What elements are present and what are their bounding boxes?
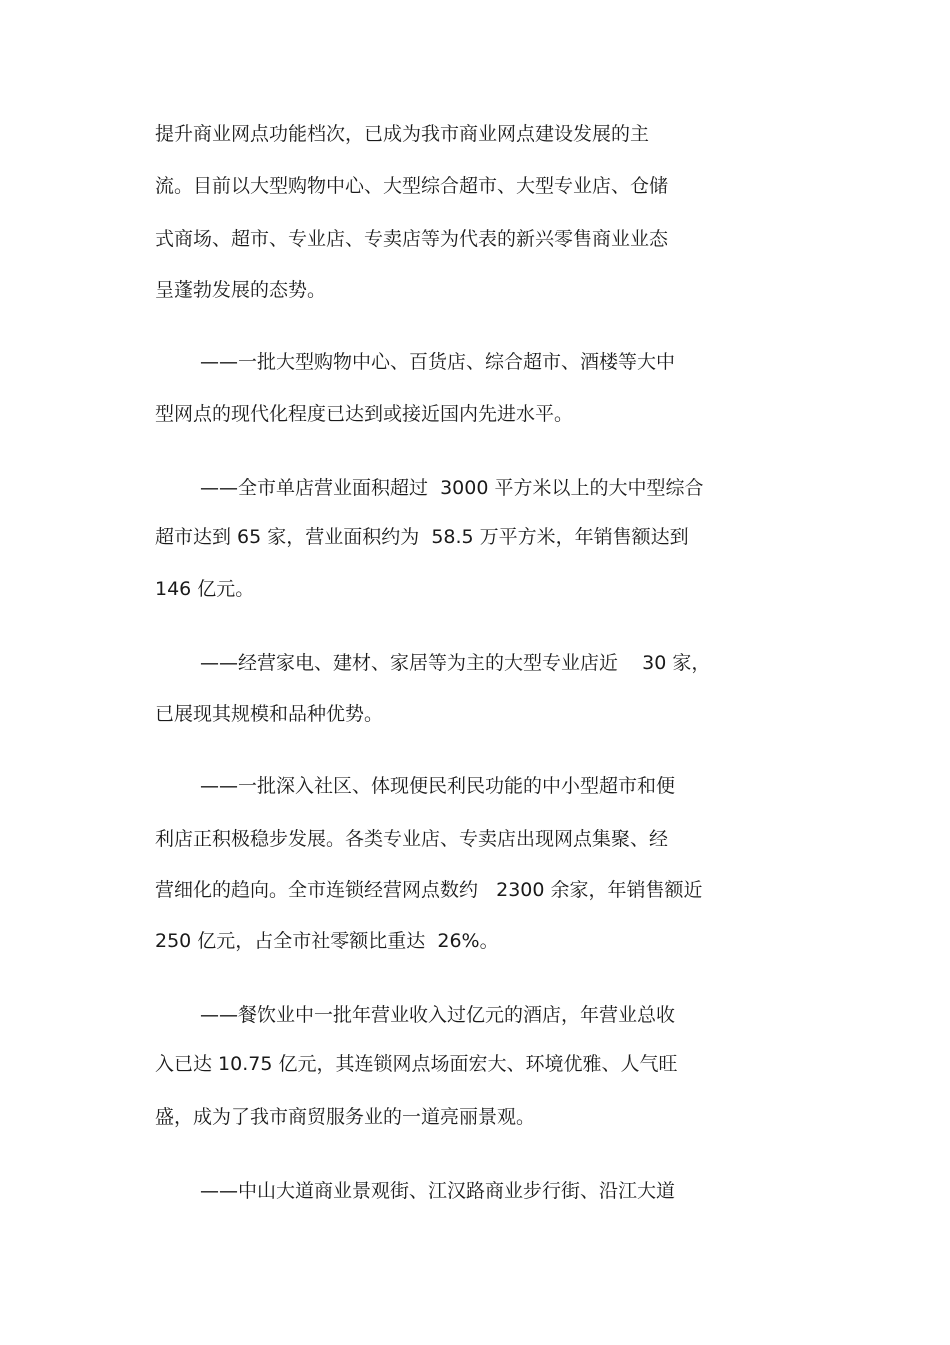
text-line: 利店正积极稳步发展。各类专业店、专卖店出现网点集聚、经 [155, 828, 669, 850]
text-line: ——餐饮业中一批年营业收入过亿元的酒店，年营业总收 [200, 1004, 676, 1026]
text-line: ——中山大道商业景观街、江汉路商业步行街、沿江大道 [200, 1180, 676, 1202]
text-line: ——全市单店营业面积超过 3000 平方米以上的大中型综合 [200, 477, 704, 499]
text-line: 入已达 10.75 亿元，其连锁网点场面宏大、环境优雅、人气旺 [155, 1053, 678, 1075]
text-line: 已展现其规模和品种优势。 [155, 703, 384, 725]
text-line: 式商场、超市、专业店、专卖店等为代表的新兴零售商业业态 [155, 228, 669, 250]
text-line: 流。目前以大型购物中心、大型综合超市、大型专业店、仓储 [155, 175, 669, 197]
text-line: 250 亿元，占全市社零额比重达 26%。 [155, 930, 499, 952]
text-line: 146 亿元。 [155, 578, 255, 600]
text-line: 型网点的现代化程度已达到或接近国内先进水平。 [155, 403, 574, 425]
text-line: ——一批大型购物中心、百货店、综合超市、酒楼等大中 [200, 351, 676, 373]
text-line: 盛，成为了我市商贸服务业的一道亮丽景观。 [155, 1106, 536, 1128]
text-line: 呈蓬勃发展的态势。 [155, 279, 327, 301]
text-line: ——经营家电、建材、家居等为主的大型专业店近 30 家， [200, 652, 711, 674]
text-line: ——一批深入社区、体现便民利民功能的中小型超市和便 [200, 775, 676, 797]
text-line: 超市达到 65 家，营业面积约为 58.5 万平方米，年销售额达到 [155, 526, 689, 548]
text-line: 提升商业网点功能档次，已成为我市商业网点建设发展的主 [155, 123, 650, 145]
text-line: 营细化的趋向。全市连锁经营网点数约 2300 余家，年销售额近 [155, 879, 703, 901]
